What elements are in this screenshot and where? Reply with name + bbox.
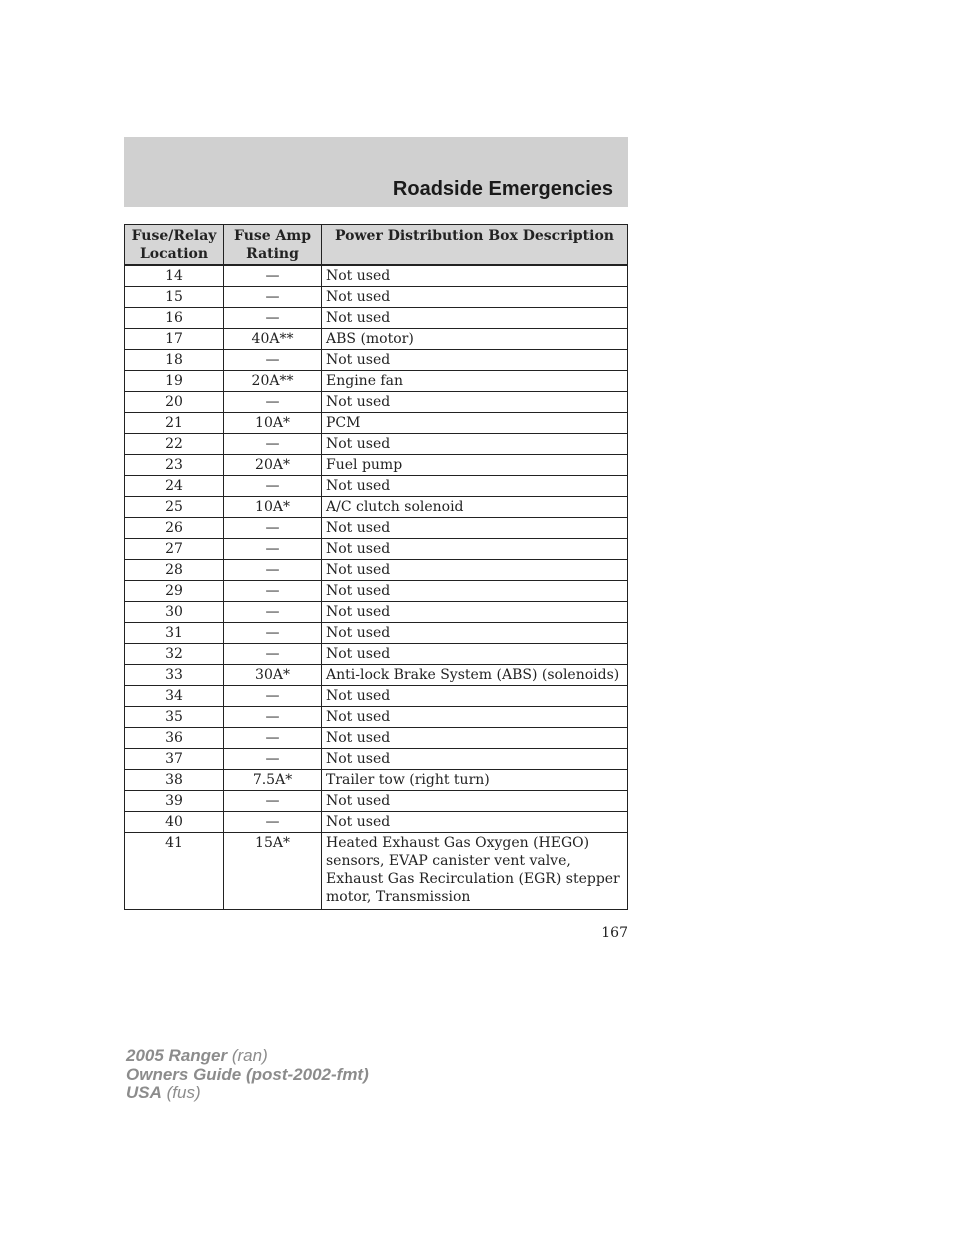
- cell-location: 25: [125, 497, 224, 518]
- cell-rating: —: [224, 518, 322, 539]
- cell-description: Not used: [322, 602, 628, 623]
- column-header-location: [125, 225, 224, 266]
- cell-description: Not used: [322, 581, 628, 602]
- cell-rating: 7.5A*: [224, 770, 322, 791]
- table-row: [125, 539, 628, 560]
- table-row: [125, 581, 628, 602]
- cell-description: Not used: [322, 287, 628, 308]
- column-header-line: Fuse Amp: [234, 228, 311, 244]
- cell-location: 24: [125, 476, 224, 497]
- cell-rating: —: [224, 812, 322, 833]
- cell-description: Not used: [322, 560, 628, 581]
- table-row: [125, 434, 628, 455]
- table-row: [125, 770, 628, 791]
- table-row: [125, 686, 628, 707]
- column-header-line: Power Distribution Box Description: [335, 228, 614, 244]
- cell-rating: 20A**: [224, 371, 322, 392]
- column-header-line: Location: [139, 246, 209, 262]
- section-title: Roadside Emergencies: [392, 178, 613, 200]
- column-header-line: Rating: [246, 246, 299, 262]
- cell-description: Not used: [322, 350, 628, 371]
- table-row: [125, 392, 628, 413]
- cell-location: 30: [125, 602, 224, 623]
- cell-description: Not used: [322, 791, 628, 812]
- cell-location: 40: [125, 812, 224, 833]
- cell-description: Anti-lock Brake System (ABS) (solenoids): [322, 665, 628, 686]
- cell-rating: —: [224, 287, 322, 308]
- cell-location: 39: [125, 791, 224, 812]
- table-row: [125, 287, 628, 308]
- cell-location: 21: [125, 413, 224, 434]
- cell-rating: 15A*: [224, 833, 322, 910]
- table-row: [125, 413, 628, 434]
- table-row: [125, 623, 628, 644]
- cell-location: 27: [125, 539, 224, 560]
- table-row: [125, 497, 628, 518]
- cell-rating: —: [224, 560, 322, 581]
- cell-description: Not used: [322, 812, 628, 833]
- page-number: 167: [601, 925, 628, 941]
- cell-location: 34: [125, 686, 224, 707]
- cell-location: 28: [125, 560, 224, 581]
- cell-description: Not used: [322, 749, 628, 770]
- table-row: [125, 350, 628, 371]
- table-row: [125, 560, 628, 581]
- table-row: [125, 476, 628, 497]
- footer: [126, 1047, 369, 1103]
- table-row: [125, 707, 628, 728]
- cell-location: 33: [125, 665, 224, 686]
- cell-rating: —: [224, 644, 322, 665]
- column-header-line: Fuse/Relay: [131, 228, 217, 244]
- cell-location: 20: [125, 392, 224, 413]
- table-row: [125, 455, 628, 476]
- footer-line-model: [126, 1047, 369, 1066]
- cell-location: 15: [125, 287, 224, 308]
- cell-rating: 10A*: [224, 497, 322, 518]
- fuse-table: [124, 224, 628, 910]
- cell-rating: —: [224, 707, 322, 728]
- footer-market-code: (fus): [166, 1083, 201, 1102]
- cell-rating: —: [224, 392, 322, 413]
- cell-description: Fuel pump: [322, 455, 628, 476]
- cell-rating: —: [224, 623, 322, 644]
- table-row: [125, 602, 628, 623]
- cell-description: Not used: [322, 707, 628, 728]
- footer-market: USA: [126, 1083, 162, 1102]
- cell-location: 26: [125, 518, 224, 539]
- table-row: [125, 518, 628, 539]
- cell-location: 37: [125, 749, 224, 770]
- cell-rating: —: [224, 350, 322, 371]
- section-header-bar: [124, 137, 628, 207]
- cell-location: 17: [125, 329, 224, 350]
- cell-description: Not used: [322, 434, 628, 455]
- cell-location: 29: [125, 581, 224, 602]
- cell-rating: 20A*: [224, 455, 322, 476]
- table-body: [125, 265, 628, 910]
- cell-location: 18: [125, 350, 224, 371]
- table-row: [125, 644, 628, 665]
- table-row: [125, 728, 628, 749]
- cell-location: 38: [125, 770, 224, 791]
- cell-location: 16: [125, 308, 224, 329]
- cell-description: Heated Exhaust Gas Oxygen (HEGO) sensors, EVAP canister vent valve, Exhaust Gas Recirculation (EGR) stepper motor, Transmission: [322, 833, 628, 910]
- cell-rating: 30A*: [224, 665, 322, 686]
- table-row: [125, 371, 628, 392]
- cell-description: Not used: [322, 539, 628, 560]
- cell-description: Trailer tow (right turn): [322, 770, 628, 791]
- cell-location: 36: [125, 728, 224, 749]
- cell-location: 32: [125, 644, 224, 665]
- cell-rating: —: [224, 791, 322, 812]
- cell-description: Not used: [322, 623, 628, 644]
- cell-rating: 40A**: [224, 329, 322, 350]
- cell-location: 14: [125, 265, 224, 287]
- cell-location: 31: [125, 623, 224, 644]
- cell-rating: —: [224, 476, 322, 497]
- cell-description: Not used: [322, 308, 628, 329]
- cell-rating: —: [224, 308, 322, 329]
- column-header-description: [322, 225, 628, 266]
- column-header-rating: [224, 225, 322, 266]
- cell-description: Engine fan: [322, 371, 628, 392]
- cell-description: Not used: [322, 392, 628, 413]
- footer-line-guide: [126, 1066, 369, 1085]
- table-row: [125, 665, 628, 686]
- cell-rating: 10A*: [224, 413, 322, 434]
- cell-description: Not used: [322, 686, 628, 707]
- cell-location: 22: [125, 434, 224, 455]
- cell-description: A/C clutch solenoid: [322, 497, 628, 518]
- cell-location: 19: [125, 371, 224, 392]
- cell-rating: —: [224, 581, 322, 602]
- cell-description: ABS (motor): [322, 329, 628, 350]
- table-row: [125, 329, 628, 350]
- cell-rating: —: [224, 686, 322, 707]
- table-row: [125, 265, 628, 287]
- table-row: [125, 833, 628, 910]
- footer-guide: Owners Guide (post-2002-fmt): [126, 1064, 369, 1084]
- table-row: [125, 749, 628, 770]
- cell-rating: —: [224, 434, 322, 455]
- cell-description: Not used: [322, 476, 628, 497]
- cell-rating: —: [224, 602, 322, 623]
- cell-description: Not used: [322, 728, 628, 749]
- table-row: [125, 812, 628, 833]
- footer-model-code: (ran): [231, 1046, 268, 1065]
- cell-location: 41: [125, 833, 224, 910]
- cell-rating: —: [224, 749, 322, 770]
- cell-rating: —: [224, 265, 322, 287]
- cell-rating: —: [224, 728, 322, 749]
- cell-location: 35: [125, 707, 224, 728]
- table-row: [125, 791, 628, 812]
- footer-line-market: [126, 1084, 369, 1103]
- cell-description: PCM: [322, 413, 628, 434]
- cell-description: Not used: [322, 265, 628, 287]
- table-header-row: [125, 225, 628, 266]
- cell-description: Not used: [322, 518, 628, 539]
- cell-location: 23: [125, 455, 224, 476]
- cell-description: Not used: [322, 644, 628, 665]
- table-row: [125, 308, 628, 329]
- footer-model: 2005 Ranger: [126, 1046, 228, 1065]
- cell-rating: —: [224, 539, 322, 560]
